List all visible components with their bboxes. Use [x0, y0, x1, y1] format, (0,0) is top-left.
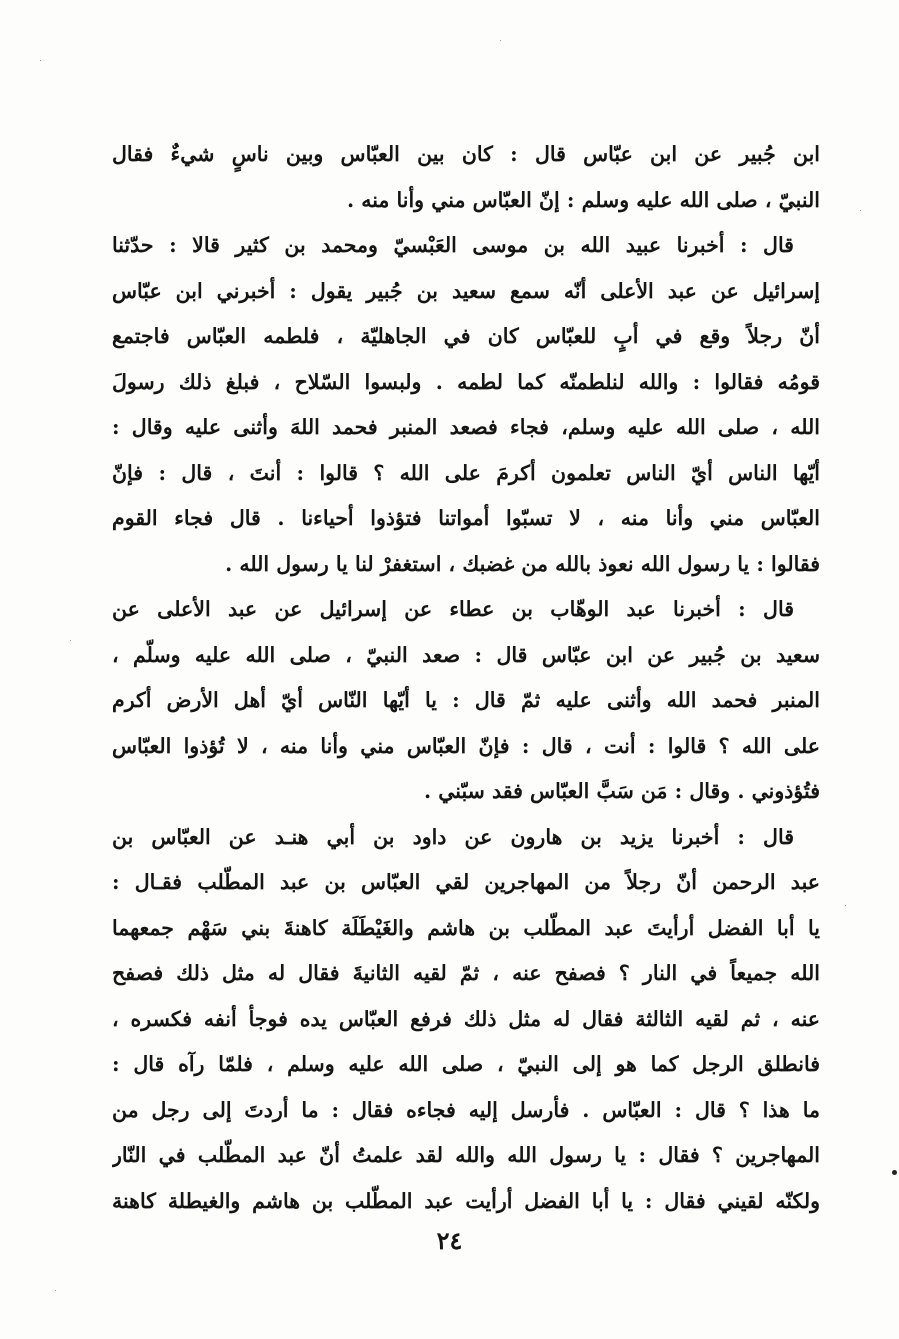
text-line: قال : أخبرنا عبيد الله بن موسى العَبْسيّ ومحمد بن كثير قالا : حدّثنا — [112, 233, 794, 257]
text-line: قال : أخبرنا عبد الوهّاب بن عطاء عن إسرائيل عن عبد الأعلى عن — [112, 597, 794, 621]
text-line: فتُؤذوني . وقال : مَن سَبَّ العبّاس فقد سبّني . — [423, 779, 820, 803]
scan-speck — [55, 1290, 56, 1291]
body-text — [112, 132, 820, 1224]
text-line: عبد الرحمن أنّ رجلاً من المهاجرين لقي العبّاس بن عبد المطّلب فقـال : — [112, 870, 820, 894]
text-line: المهاجرين ؟ فقال : يا رسول الله والله لقد علمتُ أنّ عبد المطّلب في النّار — [112, 1143, 820, 1167]
text-line: إسرائيل عن عبد الأعلى أنّه سمع سعيد بن جُبير يقول : أخبرني ابن عبّاس — [112, 278, 820, 303]
text-line: ما هذا ؟ قال : العبّاس . فأرسل إليه فجاءه فقال : ما أردتَ إلى رجل من — [112, 1097, 820, 1122]
text-line: قال : أخبرنا يزيد بن هارون عن داود بن أبي هنـد عن العبّاس بن — [112, 824, 794, 849]
text-line: قومُه فقالوا : والله لنلطمنّه كما لطمه . ولبسوا السّلاح ، فبلغ ذلك رسولَ — [112, 369, 820, 394]
text-line: فقالوا : يا رسول الله نعوذ بالله من غضبك ، استغفرْ لنا يا رسول الله . — [225, 551, 820, 576]
scan-speck — [860, 210, 861, 211]
text-line: النبيّ ، صلى الله عليه وسلم : إنّ العبّاس مني وأنا منه . — [346, 187, 820, 212]
text-line: ولكنّه لقيني فقال : يا أبا الفضل أرأيت عبد المطّلب بن هاشم والغيطلة كاهنة — [112, 1188, 820, 1213]
scan-speck — [500, 40, 501, 41]
scan-edge-mark — [892, 1170, 897, 1175]
text-line: سعيد بن جُبير عن ابن عبّاس قال : صعد النبيّ ، صلى الله عليه وسلّم ، — [112, 642, 820, 667]
text-line: أنّ رجلاً وقع في أبٍ للعبّاس كان في الجاهليّة ، فلطمه العبّاس فاجتمع — [112, 324, 820, 348]
text-line: الله ، صلى الله عليه وسلم، فجاء فصعد المنبر فحمد اللهَ وأثنى عليه وقال : — [112, 415, 820, 439]
text-line: ابن جُبير عن ابن عبّاس قال : كان بين العبّاس وبين ناسٍ شيءٌ فقال — [112, 142, 820, 166]
text-line: العبّاس مني وأنا منه ، لا تسبّوا أمواتنا فتؤذوا أحياءنا . قال فجاء القوم — [112, 506, 820, 530]
scan-speck — [845, 905, 846, 906]
scan-speck — [40, 60, 41, 61]
page-number: ٢٤ — [436, 1226, 463, 1255]
text-line: على الله ؟ قالوا : أنت ، قال : فإنّ العبّاس مني وأنا منه ، لا تُؤذوا العبّاس — [112, 733, 820, 758]
text-line: فانطلق الرجل كما هو إلى النبيّ ، صلى الله عليه وسلم ، فلمّا رآه قال : — [112, 1052, 820, 1076]
text-line: عنه ، ثم لقيه الثالثة فقال له مثل ذلك فرفع العبّاس يده فوجأ أنفه فكسره ، — [112, 1006, 820, 1031]
scan-speck — [70, 640, 71, 641]
text-line: يا أبا الفضل أرأيتَ عبد المطّلب بن هاشم والغَيْطَلَة كاهنةَ بني سَهْم جمعهما — [112, 915, 820, 940]
text-line: المنبر فحمد الله وأثنى عليه ثمّ قال : يا أيّها النّاس أيّ أهل الأرض أكرم — [112, 688, 820, 712]
text-line: الله جميعاً في النار ؟ فصفح عنه ، ثمّ لقيه الثانيةَ فقال له مثل ذلك فصفح — [112, 961, 820, 985]
text-line: أيّها الناس أيّ الناس تعلمون أكرمَ على الله ؟ قالوا : أنتَ ، قال : فإنّ — [112, 460, 820, 485]
